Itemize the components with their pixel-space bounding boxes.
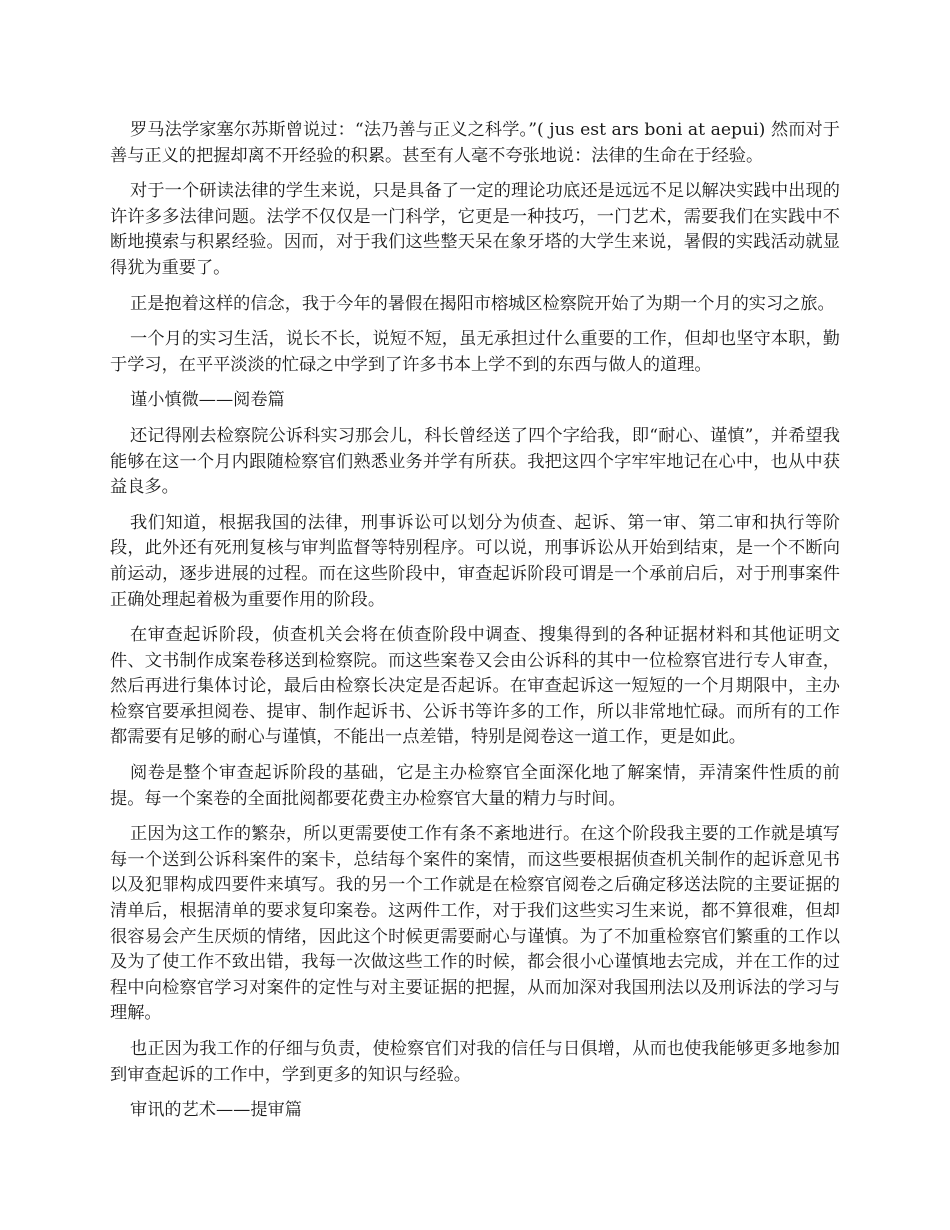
- paragraph-patience-caution: 还记得刚去检察院公诉科实习那会儿，科长曾经送了四个字给我，即“耐心、谨慎”，并希望我能够在这一个月内跟随检察官们熟悉业务并学有所获。我把这四个字牢牢地记在心中，也从中获益良多。: [110, 425, 840, 498]
- paragraph-file-reading-basis: 阅卷是整个审查起诉阶段的基础，它是主办检察官全面深化地了解案情，弄清案件性质的前提。每一个案卷的全面批阅都要花费主办检察官大量的精力与时间。: [110, 763, 840, 809]
- paragraph-trust: 也正因为我工作的仔细与负责，使检察官们对我的信任与日俱增，从而也使我能够更多地参加到审查起诉的工作中，学到更多的知识与经验。: [110, 1039, 840, 1085]
- paragraph-one-month: 一个月的实习生活，说长不长，说短不短，虽无承担过什么重要的工作，但却也坚守本职，勤于学习，在平平淡淡的忙碌之中学到了许多书本上学不到的东西与做人的道理。: [110, 329, 840, 375]
- paragraph-work-details: 正因为这工作的繁杂，所以更需要使工作有条不紊地进行。在这个阶段我主要的工作就是填写每一个送到公诉科案件的案卡，总结每个案件的案情，而这些要根据侦查机关制作的起诉意见书以及犯罪构成四要件来填写。我的另一个工作就是在检察官阅卷之后确定移送法院的主要证据的清单后，根据清单的要求复印案卷。这两件工作，对于我们这些实习生来说，都不算很难，但却很容易会产生厌烦的情绪，因此这个时候更需要耐心与谨慎。为了不加重检察官们繁重的工作以及为了使工作不致出错，我每一次做这些工作的时候，都会很小心谨慎地去完成，并在工作的过程中向检察官学习对案件的定性与对主要证据的把握，从而加深对我国刑法以及刑诉法的学习与理解。: [110, 824, 840, 1024]
- paragraph-prosecution-review: 在审查起诉阶段，侦查机关会将在侦查阶段中调查、搜集得到的各种证据材料和其他证明文件、文书制作成案卷移送到检察院。而这些案卷又会由公诉科的其中一位检察官进行专人审查，然后再进行集体讨论，最后由检察长决定是否起诉。在审查起诉这一短短的一个月期限中，主办检察官要承担阅卷、提审、制作起诉书、公诉书等许多的工作，所以非常地忙碌。而所有的工作都需要有足够的耐心与谨慎，不能出一点差错，特别是阅卷这一道工作，更是如此。: [110, 625, 840, 748]
- section-heading-reading-files: 谨小慎微——阅卷篇: [130, 390, 285, 411]
- paragraph-criminal-procedure: 我们知道，根据我国的法律，刑事诉讼可以划分为侦查、起诉、第一审、第二审和执行等阶段，此外还有死刑复核与审判监督等特别程序。可以说，刑事诉讼从开始到结束，是一个不断向前运动，逐步进展的过程。而在这些阶段中，审查起诉阶段可谓是一个承前启后，对于刑事案件正确处理起着极为重要作用的阶段。: [110, 512, 840, 610]
- paragraph-intro-quote: 罗马法学家塞尔苏斯曾说过：“法乃善与正义之科学。”( jus est ars boni at aepui) 然而对于善与正义的把握却离不开经验的积累。甚至有人毫不夸张地说：法律的生命在于经验。: [110, 120, 840, 166]
- paragraph-belief: 正是抱着这样的信念，我于今年的暑假在揭阳市榕城区检察院开始了为期一个月的实习之旅。: [130, 293, 835, 314]
- section-heading-interrogation: 审讯的艺术——提审篇: [130, 1100, 302, 1121]
- paragraph-law-student: 对于一个研读法律的学生来说，只是具备了一定的理论功底还是远远不足以解决实践中出现的许许多多法律问题。法学不仅仅是一门科学，它更是一种技巧，一门艺术，需要我们在实践中不断地摸索与积累经验。因而，对于我们这些整天呆在象牙塔的大学生来说，暑假的实践活动就显得犹为重要了。: [110, 181, 840, 278]
- document-body: [110, 118, 840, 1134]
